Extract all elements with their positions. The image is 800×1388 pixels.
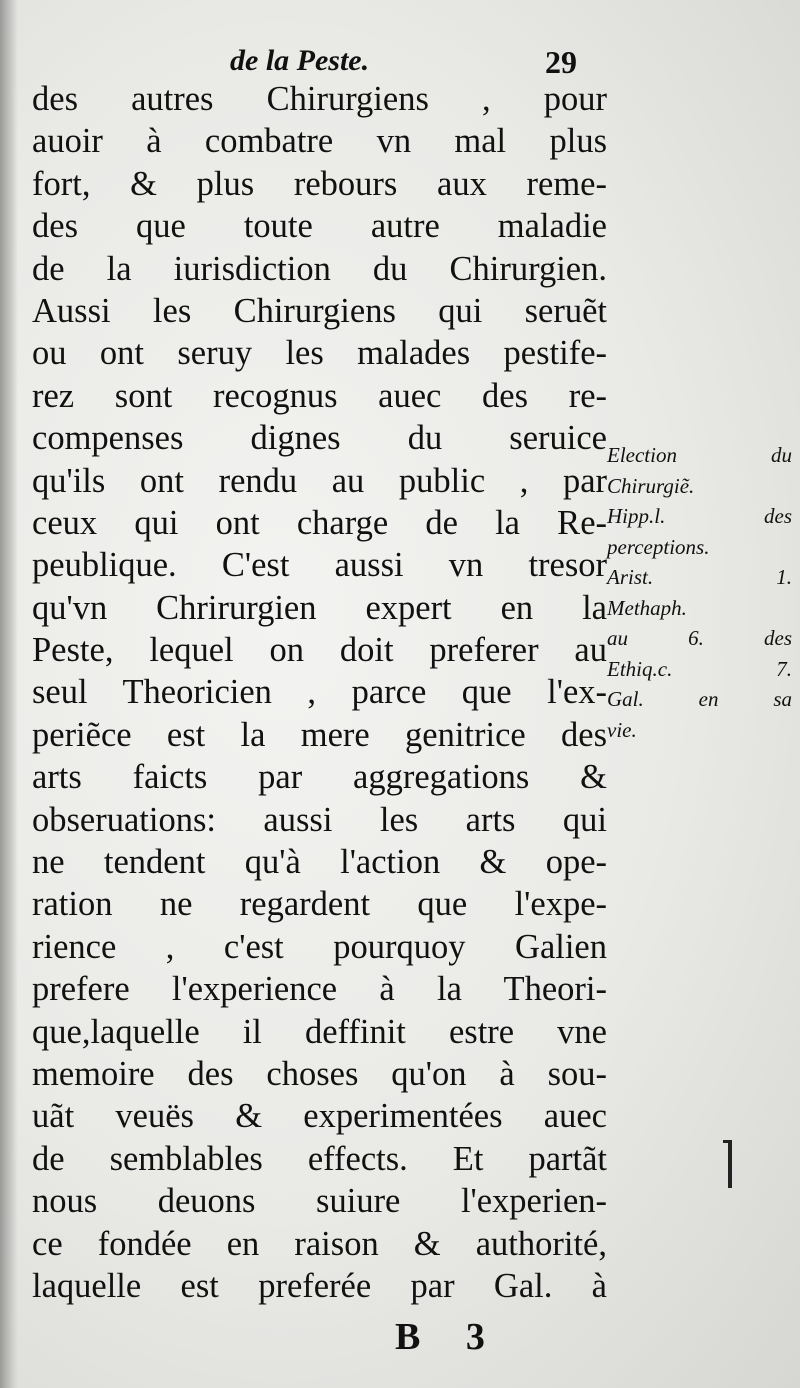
text-line: Peste, lequel on doit preferer au (32, 631, 607, 670)
text-line: rez sont recognus auec des re- (32, 376, 607, 415)
signature-mark: B 3 (395, 1316, 503, 1358)
text-line: ou ont seruy les malades pestife- (32, 334, 607, 373)
text-line: obseruations: aussi les arts qui (32, 800, 607, 839)
margin-note: Chirurgiẽ. (607, 473, 695, 498)
text-line: seul Theoricien , parce que l'ex- (32, 673, 607, 712)
page-edge-shadow (0, 0, 18, 1388)
text-line: peublique. C'est aussi vn tresor (32, 546, 607, 585)
margin-bracket-mark (728, 1140, 732, 1188)
text-line: compenses dignes du seruice (32, 419, 607, 458)
text-line: fort, & plus rebours aux reme- (32, 164, 607, 203)
margin-note: Election du (607, 443, 792, 467)
text-line: auoir à combatre vn mal plus (32, 122, 607, 161)
text-line: memoire des choses qu'on à sou- (32, 1054, 607, 1093)
text-line: de semblables effects. Et partãt (32, 1139, 607, 1178)
margin-note: Hipp.l. des (607, 504, 792, 528)
margin-note: au 6. des (607, 626, 792, 650)
text-line: ne tendent qu'à l'action & ope- (32, 843, 607, 882)
text-line: uãt veuës & experimentées auec (32, 1097, 607, 1136)
text-line: ceux qui ont charge de la Re- (32, 503, 607, 542)
margin-note: Methaph. (607, 595, 687, 620)
text-line: arts faicts par aggregations & (32, 758, 607, 797)
body-text (32, 78, 607, 1307)
text-line: Aussi les Chirurgiens qui seruẽt (32, 291, 607, 330)
text-line: des que toute autre maladie (32, 207, 607, 246)
text-line: qu'ils ont rendu au public , par (32, 461, 607, 500)
margin-notes (607, 440, 792, 745)
text-line: prefere l'experience à la Theori- (32, 970, 607, 1009)
margin-note: vie. (607, 717, 637, 742)
text-line: ration ne regardent que l'expe- (32, 885, 607, 924)
text-line: laquelle est preferée par Gal. à (32, 1266, 607, 1305)
text-line: periẽce est la mere genitrice des (32, 715, 607, 754)
text-line: nous deuons suiure l'experien- (32, 1182, 607, 1221)
margin-note: Gal. en sa (607, 687, 792, 711)
text-line: rience , c'est pourquoy Galien (32, 927, 607, 966)
margin-note: Arist. 1. (607, 565, 792, 589)
text-line: des autres Chirurgiens , pour (32, 80, 607, 118)
margin-note: Ethiq.c. 7. (607, 656, 792, 681)
page-number: 29 (545, 44, 577, 80)
text-line: ce fondée en raison & authorité, (32, 1224, 607, 1263)
running-head: de la Peste. (230, 44, 370, 77)
margin-note: perceptions. (607, 534, 710, 559)
text-line: qu'vn Chrirurgien expert en la (32, 588, 607, 627)
text-line: que,laquelle il deffinit estre vne (32, 1012, 607, 1051)
text-line: de la iurisdiction du Chirurgien. (32, 249, 607, 288)
